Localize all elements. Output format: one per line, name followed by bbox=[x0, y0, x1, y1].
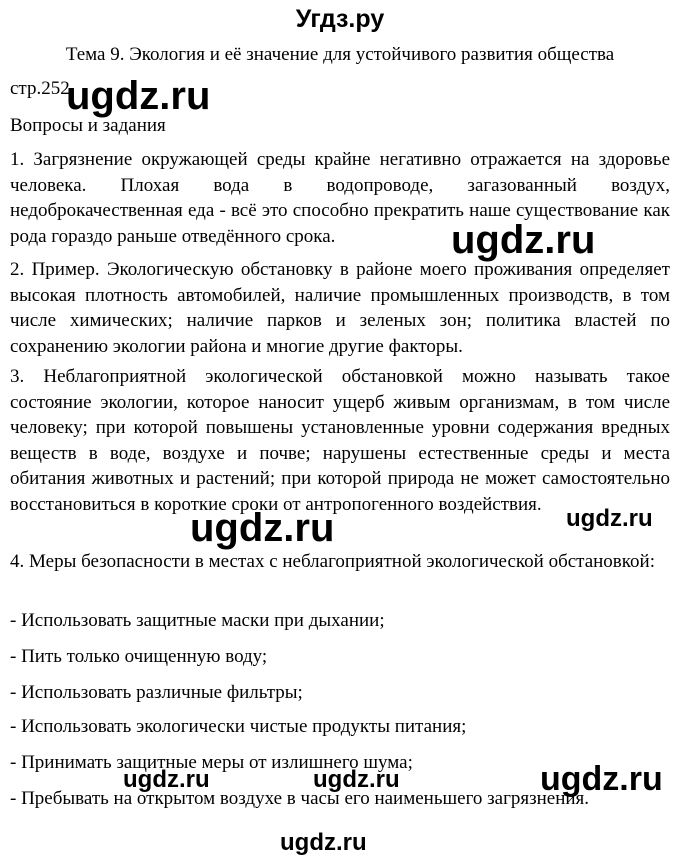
answer-1: 1. Загрязнение окружающей среды крайне негативно отражается на здоровье человека. Плохая вода в водопроводе, загазованный воздух, недоброкачественная еда - всё это способно прекратить наше существование как рода гораздо раньше отведённого срока. bbox=[10, 149, 670, 247]
measure-item: - Пребывать на открытом воздухе в часы его наименьшего загрязнения. bbox=[10, 788, 590, 809]
watermark-3: ugdz.ru bbox=[190, 506, 335, 550]
measure-item: - Пить только очищенную воду; bbox=[10, 646, 268, 667]
page-reference: стр.252 bbox=[10, 78, 70, 99]
watermark-1: ugdz.ru bbox=[66, 74, 211, 118]
measure-item: - Использовать различные фильтры; bbox=[10, 682, 303, 703]
watermark-4: ugdz.ru bbox=[566, 505, 653, 532]
answer-4: 4. Меры безопасности в местах с неблагоприятной экологической обстановкой: bbox=[10, 551, 655, 572]
watermark-7: ugdz.ru bbox=[540, 760, 663, 798]
site-title: Угдз.ру bbox=[295, 5, 385, 33]
measure-item: - Использовать экологически чистые продукты питания; bbox=[10, 716, 467, 737]
watermark-6: ugdz.ru bbox=[313, 766, 400, 793]
answer-2: 2. Пример. Экологическую обстановку в районе моего проживания определяет высокая плотность автомобилей, наличие промышленных производств, в том числе химических; наличие парков и зеленых зон; политика властей по сохранению экологии района и многие другие факторы. bbox=[10, 259, 670, 357]
measure-item: - Принимать защитные меры от излишнего шума; bbox=[10, 752, 413, 773]
section-heading: Вопросы и задания bbox=[10, 115, 166, 136]
watermark-5: ugdz.ru bbox=[123, 766, 210, 793]
watermark-footer: ugdz.ru bbox=[280, 829, 367, 856]
answer-3: 3. Неблагоприятной экологической обстановкой можно называть такое состояние экологии, которое наносит ущерб живым организмам, в том числе человеку; при которой повышены установленные уровни содержания вредных веществ в воде, воздухе и почве; нарушены естественные среды и места обитания животных и растений; при которой природа не может самостоятельно восстановиться в короткие сроки от антропогенного воздействия. bbox=[10, 366, 670, 515]
topic-title: Тема 9. Экология и её значение для устойчивого развития общества bbox=[65, 44, 615, 65]
watermark-2: ugdz.ru bbox=[451, 218, 596, 262]
measure-item: - Использовать защитные маски при дыхании; bbox=[10, 610, 385, 631]
